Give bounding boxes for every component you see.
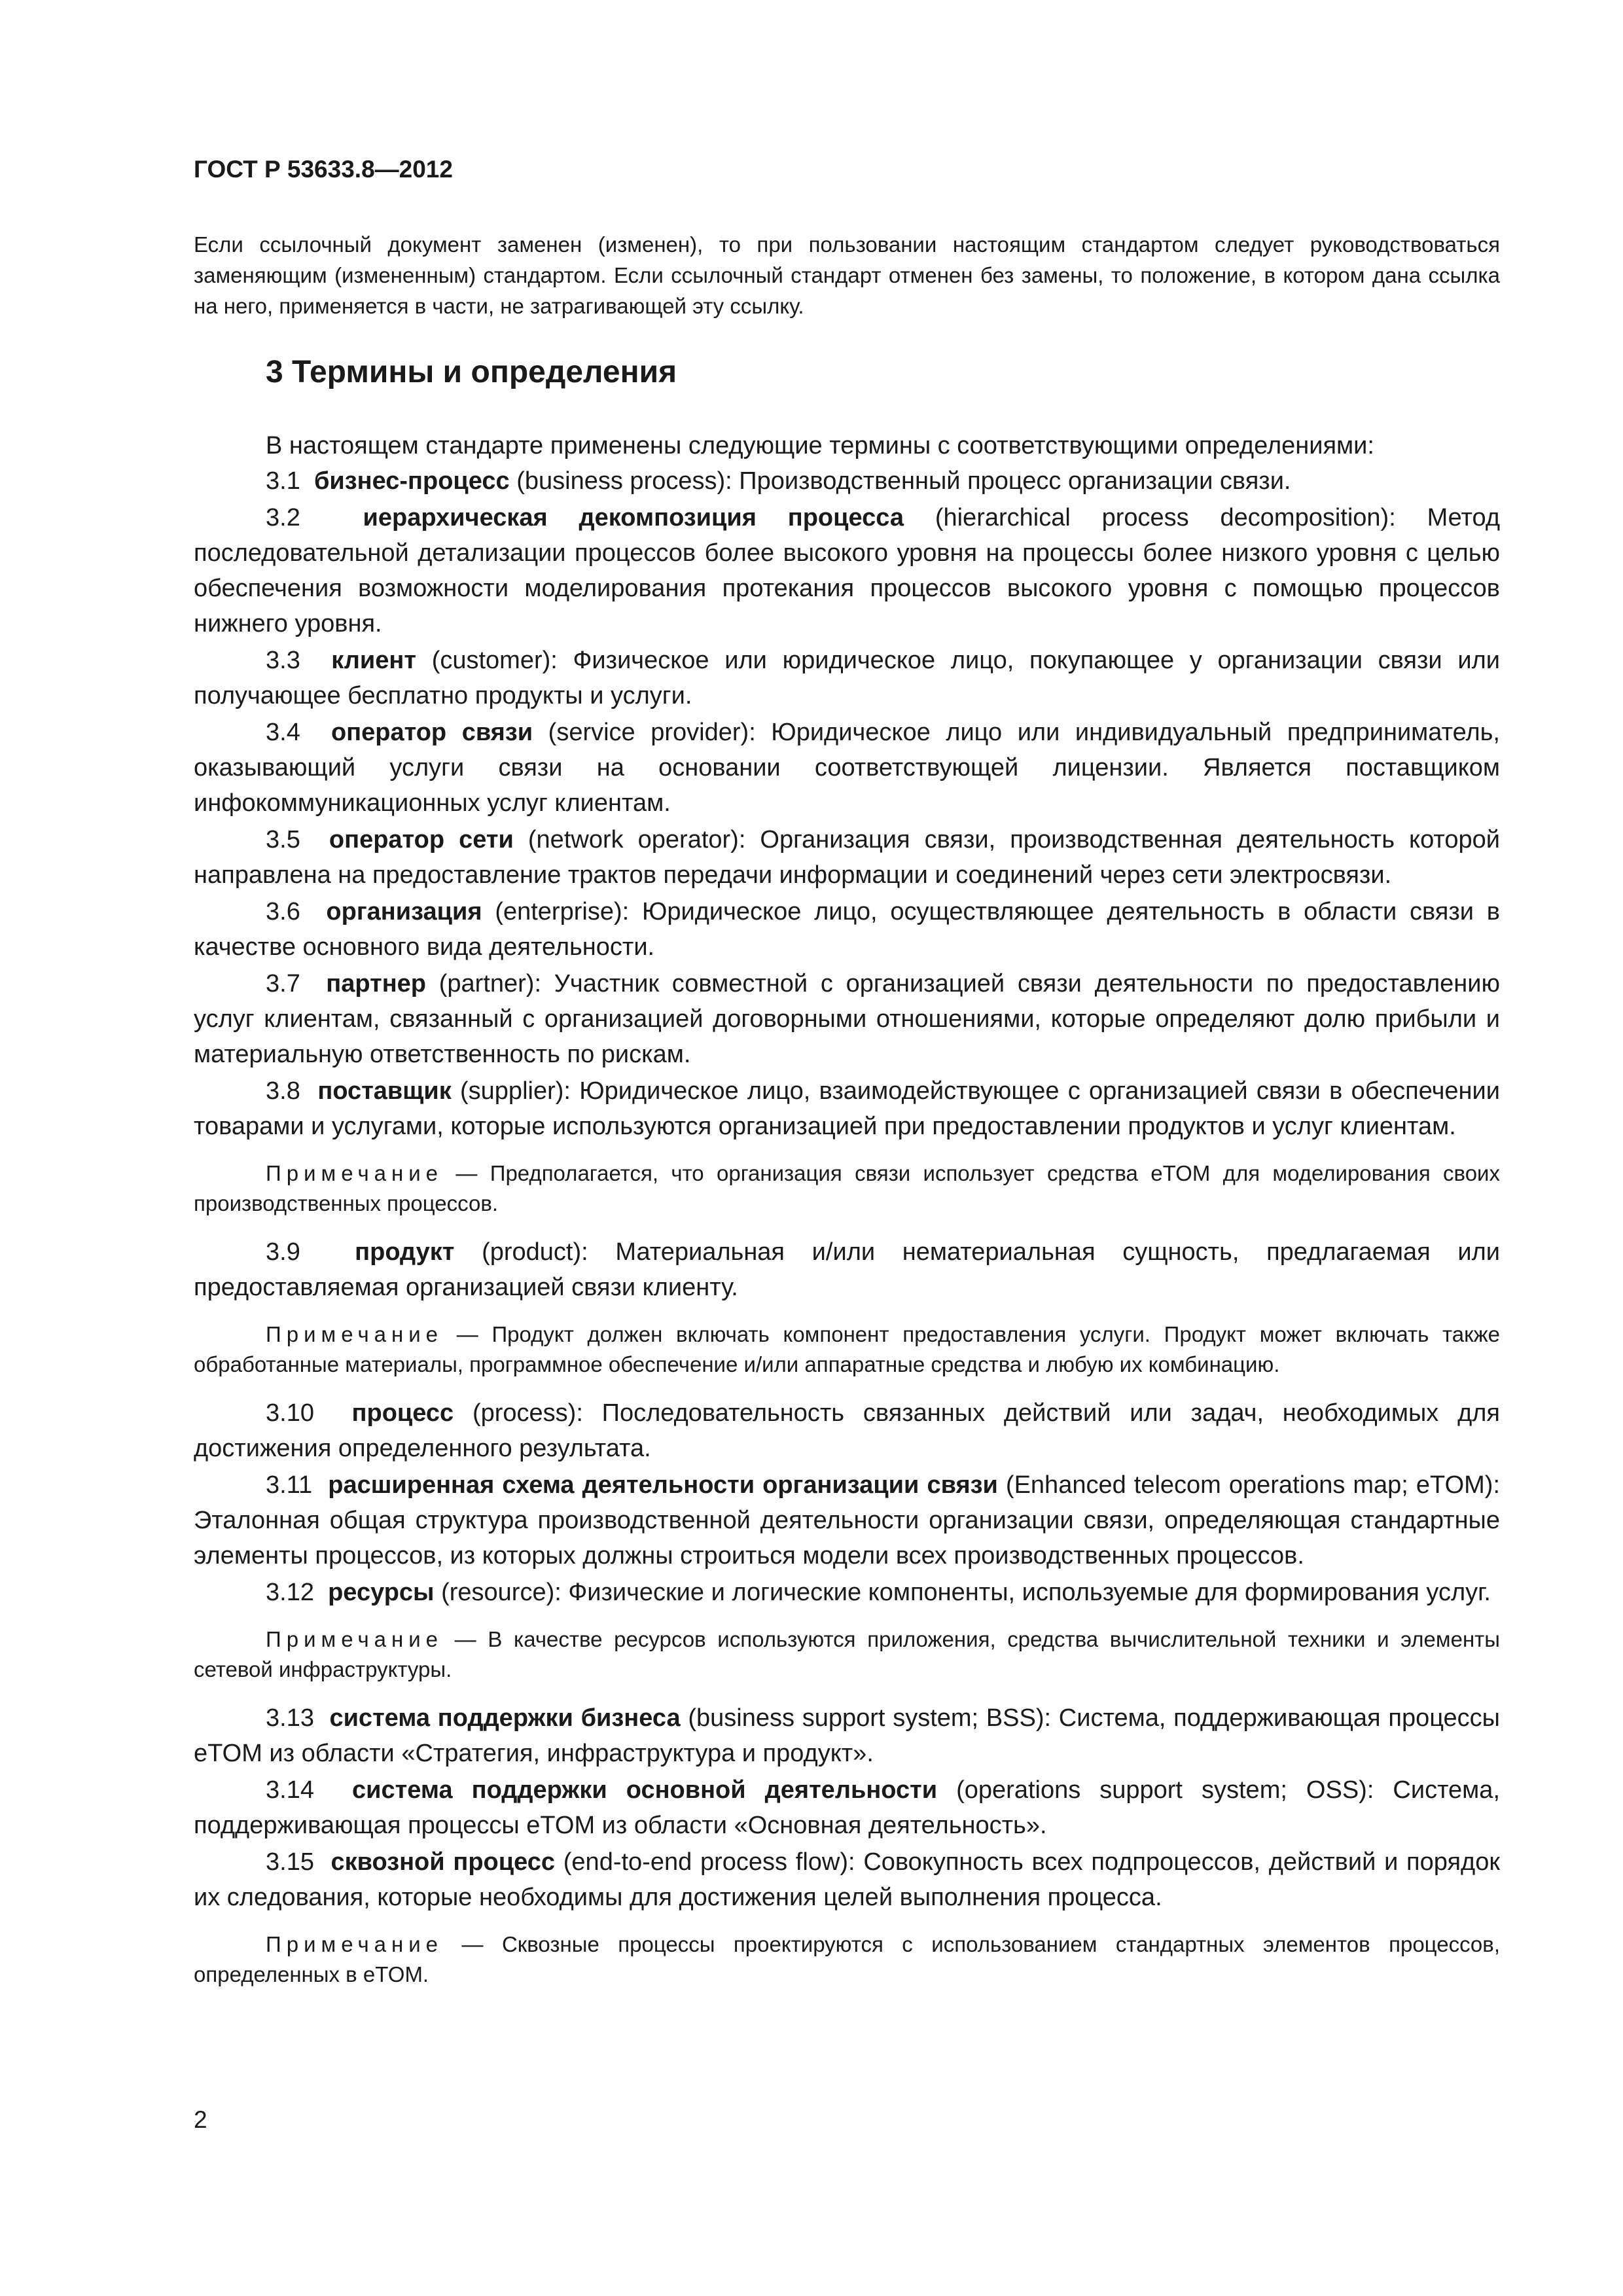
term-name: ресурсы bbox=[328, 1579, 435, 1606]
term-name: продукт bbox=[355, 1238, 455, 1266]
note bbox=[194, 1319, 1500, 1380]
term-number: 3.15 bbox=[266, 1848, 314, 1876]
term-definition bbox=[194, 1772, 1500, 1843]
note-label: Примечание bbox=[266, 1161, 444, 1185]
term-text: (customer): Физическое или юридическое лицо, покупающее у организации связи или получающее бесплатно продукты и услуги. bbox=[194, 647, 1500, 709]
term-text: (resource): Физические и логические компоненты, используемые для формирования услуг. bbox=[434, 1579, 1491, 1606]
term-definition bbox=[194, 822, 1500, 893]
term-definition bbox=[194, 1575, 1500, 1610]
term-text: (process): Последовательность связанных действий или задач, необходимых для достижения определенного результата. bbox=[194, 1399, 1500, 1462]
term-name: оператор связи bbox=[330, 719, 533, 746]
note bbox=[194, 1624, 1500, 1685]
term-name: система поддержки бизнеса bbox=[329, 1704, 681, 1732]
term-definition bbox=[194, 1073, 1500, 1144]
term-name: оператор сети bbox=[329, 826, 514, 853]
term-name: организация bbox=[326, 898, 482, 925]
term-name: поставщик bbox=[317, 1077, 452, 1105]
term-number: 3.8 bbox=[266, 1077, 300, 1105]
term-text: (enterprise): Юридическое лицо, осуществляющее деятельность в области связи в качестве основного вида деятельности. bbox=[194, 898, 1500, 961]
term-text: (business support system; BSS): Система, поддерживающая процессы eTOM из области «Стратегия, инфраструктура и продукт». bbox=[194, 1704, 1500, 1767]
note bbox=[194, 1929, 1500, 1990]
term-number: 3.6 bbox=[266, 898, 300, 925]
term-number: 3.1 bbox=[266, 467, 300, 495]
term-definition bbox=[194, 966, 1500, 1072]
intro-paragraph: Если ссылочный документ заменен (изменен), то при пользовании настоящим стандартом следует руководствоваться заменяющим (измененным) стандартом. Если ссылочный стандарт отменен без замены, то положение, в котором дана ссылка на него, применяется в части, не затрагивающей эту ссылку. bbox=[194, 232, 1500, 318]
term-number: 3.14 bbox=[266, 1776, 314, 1804]
term-name: клиент bbox=[331, 647, 416, 674]
term-definition bbox=[194, 894, 1500, 965]
terms-list bbox=[194, 428, 1500, 2005]
term-name: иерархическая декомпозиция процесса bbox=[363, 504, 904, 531]
term-definition bbox=[194, 1467, 1500, 1573]
term-definition bbox=[194, 715, 1500, 821]
term-definition bbox=[194, 463, 1500, 499]
term-name: сквозной процесс bbox=[330, 1848, 556, 1876]
term-definition bbox=[194, 1395, 1500, 1466]
term-text: (supplier): Юридическое лицо, взаимодействующее с организацией связи в обеспечении товарами и услугами, которые используются организацией при предоставлении продуктов и услуг клиентам. bbox=[194, 1077, 1500, 1140]
term-text: (Enhanced telecom operations map; eTOM): Эталонная общая структура производственной деятельности организации связи, определяющая стандартные элементы процессов, из которых должны строиться модели всех производственных процессов. bbox=[194, 1471, 1500, 1570]
term-text: (network operator): Организация связи, производственная деятельность которой направлена на предоставление трактов передачи информации и соединений через сети электросвязи. bbox=[194, 826, 1500, 889]
term-number: 3.2 bbox=[266, 504, 300, 531]
note bbox=[194, 1158, 1500, 1219]
note-text: — Сквозные процессы проектируются с использованием стандартных элементов процессов, определенных в eTOM. bbox=[194, 1932, 1500, 1986]
note-text: — Продукт должен включать компонент предоставления услуги. Продукт может включать также обработанные материалы, программное обеспечение и/или аппаратные средства и любую их комбинацию. bbox=[194, 1322, 1500, 1376]
section-lead: В настоящем стандарте применены следующие термины с соответствующими определениями: bbox=[266, 432, 1374, 459]
term-number: 3.9 bbox=[266, 1238, 300, 1266]
term-definition bbox=[194, 500, 1500, 641]
note-label: Примечание bbox=[266, 1322, 444, 1346]
term-text: (partner): Участник совместной с организацией связи деятельности по предоставлению услуг клиентам, связанный с организацией договорными отношениями, которые определяют долю прибыли и материальную ответственность по рискам. bbox=[194, 970, 1500, 1068]
term-number: 3.12 bbox=[266, 1579, 314, 1606]
term-definition bbox=[194, 1700, 1500, 1771]
term-text: (business process): Производственный процесс организации связи. bbox=[509, 467, 1291, 495]
page-number: 2 bbox=[194, 2106, 207, 2133]
term-number: 3.10 bbox=[266, 1399, 314, 1427]
term-number: 3.4 bbox=[266, 719, 300, 746]
term-name: расширенная схема деятельности организации связи bbox=[328, 1471, 998, 1499]
term-text: (operations support system; OSS): Система, поддерживающая процессы eTOM из области «Основная деятельность». bbox=[194, 1776, 1500, 1839]
term-number: 3.11 bbox=[266, 1471, 313, 1499]
term-name: система поддержки основной деятельности bbox=[352, 1776, 938, 1804]
note-text: — Предполагается, что организация связи использует средства eTOM для моделирования своих производственных процессов. bbox=[194, 1161, 1500, 1215]
term-name: бизнес-процесс bbox=[313, 467, 510, 495]
section-title: 3 Термины и определения bbox=[266, 355, 677, 389]
term-number: 3.13 bbox=[266, 1704, 314, 1732]
document-header: ГОСТ Р 53633.8—2012 bbox=[194, 156, 453, 183]
term-text: (product): Материальная и/или нематериальная сущность, предлагаемая или предоставляемая организацией связи клиенту. bbox=[194, 1238, 1500, 1301]
term-text: (service provider): Юридическое лицо или индивидуальный предприниматель, оказывающий услуги связи на основании соответствующей лицензии. Является поставщиком инфокоммуникационных услуг клиентам. bbox=[194, 719, 1500, 817]
term-definition bbox=[194, 1234, 1500, 1305]
term-definition bbox=[194, 643, 1500, 713]
note-text: — В качестве ресурсов используются приложения, средства вычислительной техники и элементы сетевой инфраструктуры. bbox=[194, 1627, 1500, 1681]
term-name: процесс bbox=[351, 1399, 454, 1427]
term-name: партнер bbox=[326, 970, 427, 997]
term-number: 3.7 bbox=[266, 970, 300, 997]
term-text: (hierarchical process decomposition): Метод последовательной детализации процессов более высокого уровня на процессы более низкого уровня с целью обеспечения возможности моделирования протекания процессов высокого уровня с помощью процессов нижнего уровня. bbox=[194, 504, 1500, 637]
term-number: 3.3 bbox=[266, 647, 300, 674]
term-text: (end-to-end process flow): Совокупность всех подпроцессов, действий и порядок их следования, которые необходимы для достижения целей выполнения процесса. bbox=[194, 1848, 1500, 1911]
term-definition bbox=[194, 1844, 1500, 1915]
note-label: Примечание bbox=[266, 1932, 444, 1956]
term-number: 3.5 bbox=[266, 826, 300, 853]
note-label: Примечание bbox=[266, 1627, 444, 1651]
